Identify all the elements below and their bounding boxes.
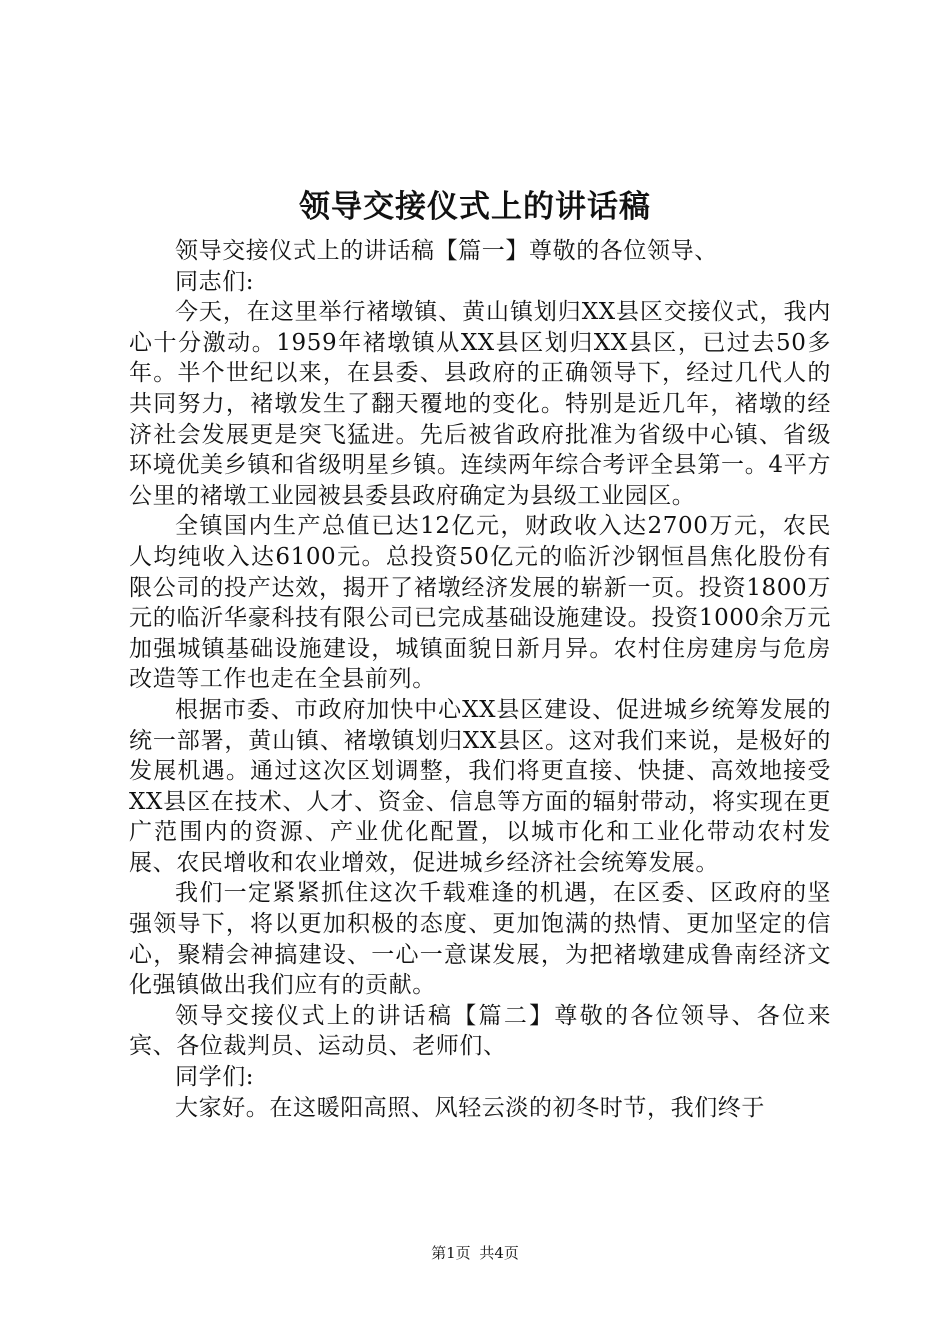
paragraph: 今天，在这里举行褚墩镇、黄山镇划归XX县区交接仪式，我内心十分激动。1959年褚墩镇从XX县区划归XX县区，已过去50多年。半个世纪以来，在县委、县政府的正确领导下，经过几代人的共同努力，褚墩发生了翻天覆地的变化。特别是近几年，褚墩的经济社会发展更是突飞猛进。先后被省政府批准为省级中心镇、省级环境优美乡镇和省级明星乡镇。连续两年综合考评全县第一。4平方公里的褚墩工业园被县委县政府确定为县级工业园区。 [129,299,831,509]
paragraph-salutation-2: 同学们: [175,1064,255,1091]
paragraph: 我们一定紧紧抓住这次千载难逢的机遇，在区委、区政府的坚强领导下，将以更加积极的态度、更加饱满的热情、更加坚定的信心，聚精会神搞建设、一心一意谋发展，为把褚墩建成鲁南经济文化强镇做出我们应有的贡献。 [129,880,831,999]
paragraph: 大家好。在这暖阳高照、风轻云淡的初冬时节，我们终于 [175,1094,765,1121]
document-body [129,236,831,1123]
page-number-footer: 第1页 共4页 [431,1244,519,1262]
document-title: 领导交接仪式上的讲话稿 [299,189,651,225]
paragraph-salutation-1: 同志们: [175,268,255,295]
paragraph-heading-2: 领导交接仪式上的讲话稿【篇二】尊敬的各位领导、各位来宾、各位裁判员、运动员、老师们、 [129,1002,831,1060]
paragraph: 根据市委、市政府加快中心XX县区建设、促进城乡统筹发展的统一部署，黄山镇、褚墩镇划归XX县区。这对我们来说，是极好的发展机遇。通过这次区划调整，我们将更直接、快捷、高效地接受XX县区在技术、人才、资金、信息等方面的辐射带动，将实现在更广范围内的资源、产业优化配置，以城市化和工业化带动农村发展、农民增收和农业增效，促进城乡经济社会统筹发展。 [129,696,831,876]
paragraph: 全镇国内生产总值已达12亿元，财政收入达2700万元，农民人均纯收入达6100元。总投资50亿元的临沂沙钢恒昌焦化股份有限公司的投产达效，揭开了褚墩经济发展的崭新一页。投资1800万元的临沂华豪科技有限公司已完成基础设施建设。投资1000余万元加强城镇基础设施建设，城镇面貌日新月异。农村住房建房与危房改造等工作也走在全县前列。 [129,513,831,693]
paragraph-heading-1: 领导交接仪式上的讲话稿【篇一】尊敬的各位领导、 [175,238,718,264]
